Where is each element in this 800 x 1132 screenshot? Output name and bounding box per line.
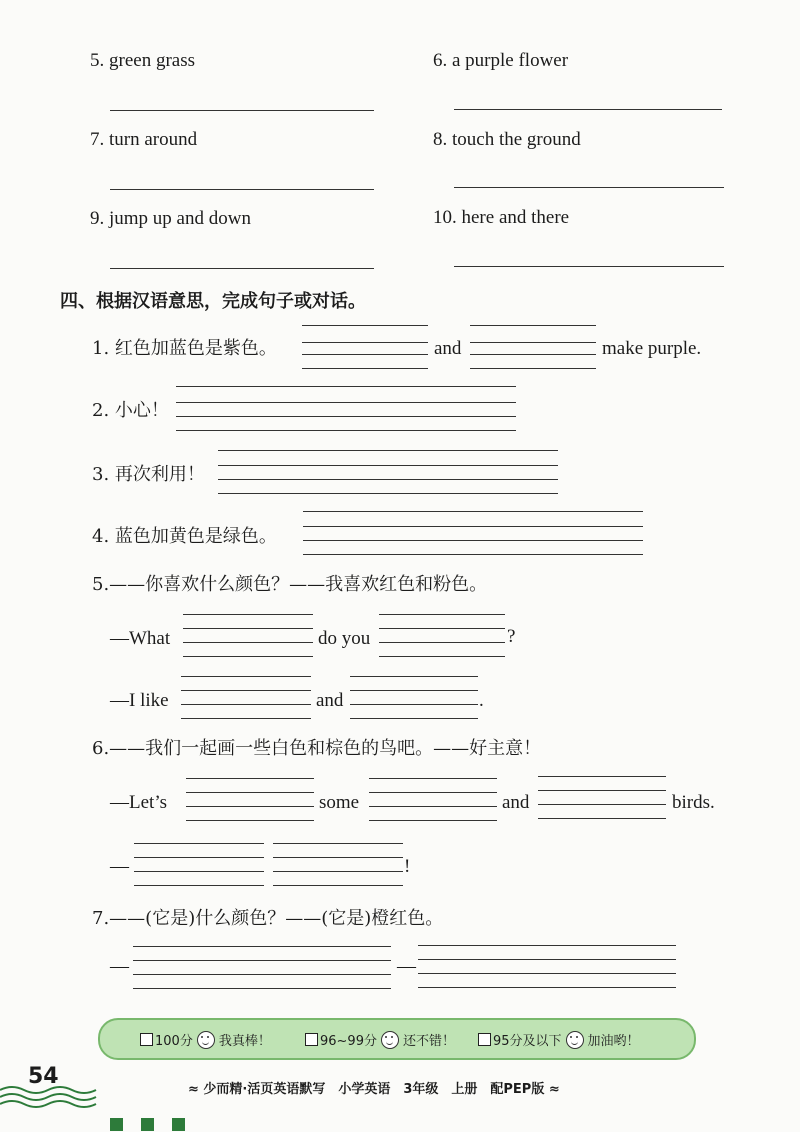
guide-line xyxy=(538,804,666,805)
fist-icon xyxy=(566,1031,584,1049)
score-banner xyxy=(98,1018,696,1060)
guide-line xyxy=(470,325,596,326)
q3-blank[interactable] xyxy=(218,465,558,466)
guide-line xyxy=(273,871,403,872)
guide-line xyxy=(273,885,403,886)
guide-line xyxy=(133,946,391,947)
guide-line xyxy=(470,368,596,369)
guide-line xyxy=(470,354,596,355)
score-option-95-below[interactable] xyxy=(478,1030,640,1049)
guide-line xyxy=(369,806,497,807)
guide-line xyxy=(302,354,428,355)
guide-line xyxy=(183,642,313,643)
q6-chinese: 6.——我们一起画一些白色和棕色的鸟吧。——好主意！ xyxy=(92,738,542,759)
answer-line-5[interactable] xyxy=(110,110,374,111)
guide-line xyxy=(134,885,264,886)
phrase-10: 10. here and there xyxy=(433,207,570,228)
score-label: 100分 xyxy=(155,1034,193,1049)
q4-blank[interactable] xyxy=(303,526,643,527)
guide-line xyxy=(176,430,516,431)
phrase-6: 6. a purple flower xyxy=(433,50,569,71)
q6-blank-4[interactable] xyxy=(134,857,264,858)
q5-blank-1[interactable] xyxy=(183,628,313,629)
guide-line xyxy=(218,450,558,451)
score-comment: 加油哟！ xyxy=(587,1034,640,1049)
q7-dash-2: — xyxy=(397,956,416,977)
phrase-5: 5. green grass xyxy=(90,50,195,71)
smiley-icon xyxy=(197,1031,215,1049)
answer-line-6[interactable] xyxy=(454,109,722,110)
guide-line xyxy=(538,818,666,819)
q6-some: some xyxy=(319,792,360,813)
q7-chinese: 7.——(它是)什么颜色？——(它是)橙红色。 xyxy=(92,908,444,929)
q5-i-like: —I like xyxy=(110,690,169,711)
guide-line xyxy=(350,704,478,705)
q4-chinese: 4. 蓝色加黄色是绿色。 xyxy=(92,526,277,547)
q5-blank-4[interactable] xyxy=(350,690,478,691)
q6-blank-1[interactable] xyxy=(186,792,314,793)
phrase-9: 9. jump up and down xyxy=(90,208,251,229)
guide-line xyxy=(303,511,643,512)
guide-line xyxy=(302,325,428,326)
q5-and: and xyxy=(316,690,344,711)
square-icon xyxy=(141,1118,154,1131)
guide-line xyxy=(350,676,478,677)
guide-line xyxy=(418,973,676,974)
q7-blank-2[interactable] xyxy=(418,959,676,960)
q2-blank[interactable] xyxy=(176,402,516,403)
guide-line xyxy=(369,778,497,779)
guide-line xyxy=(176,416,516,417)
guide-line xyxy=(181,676,311,677)
score-label: 96~99分 xyxy=(320,1034,377,1049)
score-option-96-99[interactable] xyxy=(305,1030,455,1049)
smiley-icon xyxy=(381,1031,399,1049)
score-comment: 还不错！ xyxy=(402,1034,455,1049)
guide-line xyxy=(418,987,676,988)
guide-line xyxy=(133,988,391,989)
guide-line xyxy=(350,718,478,719)
q7-blank-1[interactable] xyxy=(133,960,391,961)
q6-and: and xyxy=(502,792,530,813)
guide-line xyxy=(134,843,264,844)
q2-chinese: 2. 小心！ xyxy=(92,400,169,421)
guide-line xyxy=(273,843,403,844)
answer-line-10[interactable] xyxy=(454,266,724,267)
q7-dash-1: — xyxy=(110,956,129,977)
square-icon xyxy=(172,1118,185,1131)
guide-line xyxy=(379,656,505,657)
score-option-100[interactable] xyxy=(140,1030,271,1049)
guide-line xyxy=(183,614,313,615)
q6-blank-3[interactable] xyxy=(538,790,666,791)
checkbox[interactable] xyxy=(140,1033,153,1046)
q5-do-you: do you xyxy=(318,628,371,649)
guide-line xyxy=(181,704,311,705)
q6-exclaim: ! xyxy=(404,856,411,877)
book-info: ≈ 少而精·活页英语默写 小学英语 3年级 上册 配PEP版 ≈ xyxy=(188,1082,560,1097)
q1-blank-1[interactable] xyxy=(302,342,428,343)
q5-what: —What xyxy=(110,628,171,649)
section-title: 四、根据汉语意思，完成句子或对话。 xyxy=(60,291,366,312)
q5-chinese: 5.——你喜欢什么颜色？——我喜欢红色和粉色。 xyxy=(92,574,488,595)
guide-line xyxy=(369,820,497,821)
answer-line-7[interactable] xyxy=(110,189,374,190)
q6-dash: — xyxy=(110,856,129,877)
guide-line xyxy=(379,614,505,615)
q6-blank-5[interactable] xyxy=(273,857,403,858)
page-number: 54 xyxy=(28,1064,59,1089)
q6-birds: birds. xyxy=(672,792,715,813)
phrase-7: 7. turn around xyxy=(90,129,198,150)
guide-line xyxy=(379,642,505,643)
q1-blank-2[interactable] xyxy=(470,342,596,343)
answer-line-9[interactable] xyxy=(110,268,374,269)
guide-line xyxy=(303,554,643,555)
checkbox[interactable] xyxy=(305,1033,318,1046)
answer-line-8[interactable] xyxy=(454,187,724,188)
q5-qmark: ? xyxy=(507,626,516,647)
guide-line xyxy=(218,493,558,494)
q1-tail: make purple. xyxy=(602,338,702,359)
guide-line xyxy=(303,540,643,541)
guide-line xyxy=(133,974,391,975)
q5-blank-2[interactable] xyxy=(379,628,505,629)
q1-chinese: 1. 红色加蓝色是紫色。 xyxy=(92,338,277,359)
guide-line xyxy=(218,479,558,480)
checkbox[interactable] xyxy=(478,1033,491,1046)
guide-line xyxy=(183,656,313,657)
guide-line xyxy=(176,386,516,387)
q5-blank-3[interactable] xyxy=(181,690,311,691)
guide-line xyxy=(186,820,314,821)
square-icon xyxy=(110,1118,123,1131)
q6-lets: —Let’s xyxy=(110,792,167,813)
guide-line xyxy=(134,871,264,872)
score-comment: 我真棒！ xyxy=(218,1034,271,1049)
guide-line xyxy=(538,776,666,777)
q6-blank-2[interactable] xyxy=(369,792,497,793)
score-label: 95分及以下 xyxy=(493,1034,562,1049)
q5-period: . xyxy=(479,690,484,711)
q1-and: and xyxy=(434,338,462,359)
guide-line xyxy=(181,718,311,719)
guide-line xyxy=(302,368,428,369)
guide-line xyxy=(186,806,314,807)
phrase-8: 8. touch the ground xyxy=(433,129,581,150)
guide-line xyxy=(418,945,676,946)
guide-line xyxy=(186,778,314,779)
q3-chinese: 3. 再次利用！ xyxy=(92,464,205,485)
